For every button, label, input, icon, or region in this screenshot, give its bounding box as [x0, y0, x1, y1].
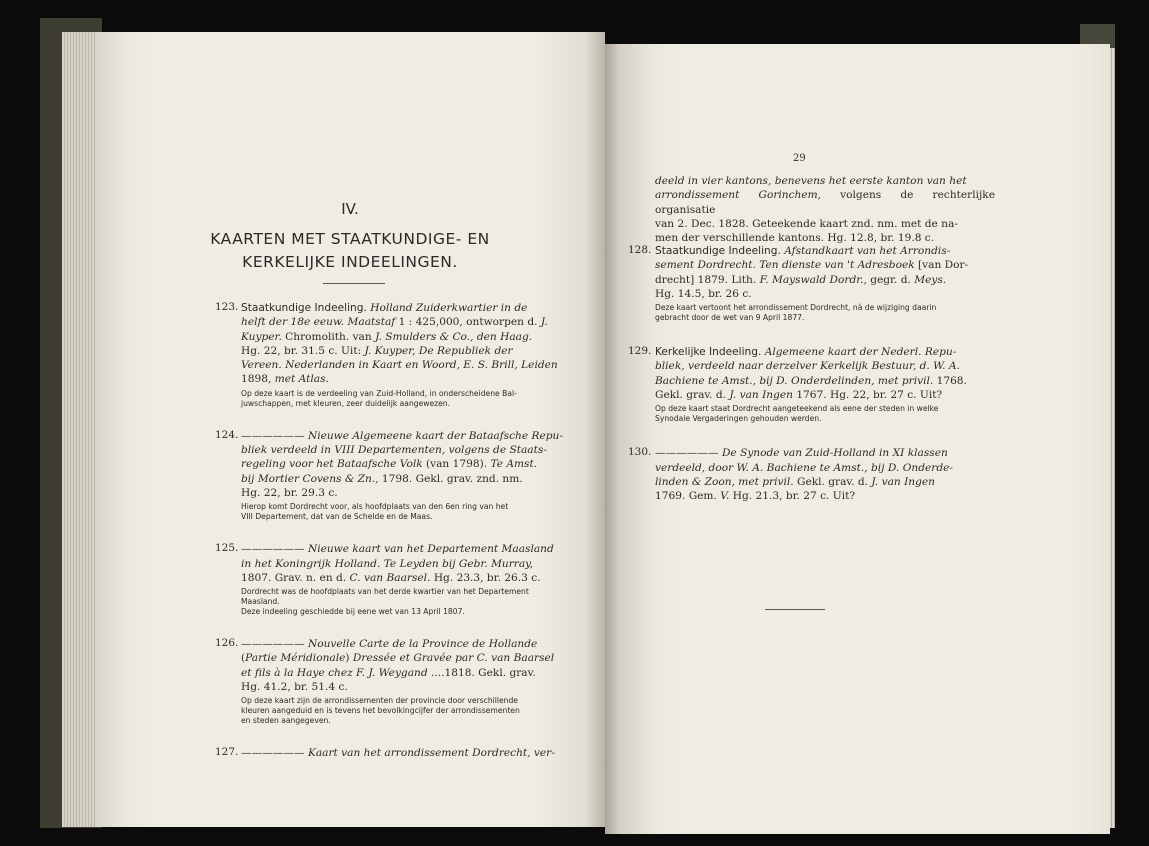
note-line: Dordrecht was de hoofdplaats van het derde kwartier van het Departement [241, 587, 529, 597]
continuation-line: men der verschillende kantons. Hg. 12.8, br. 19.8 c. [655, 232, 935, 245]
entry-line: Staatkundige Indeeling. Afstandkaart van het Arrondis- [655, 245, 951, 257]
entry-line: Gekl. grav. d. J. van Ingen 1767. Hg. 22, br. 27 c. Uit? [655, 389, 943, 402]
entry-line: Hg. 22, br. 31.5 c. Uit: J. Kuyper, De Republiek der [241, 344, 513, 357]
entry-text [241, 429, 577, 500]
section-number: IV. [341, 200, 359, 218]
continuation-line: arrondissement Gorinchem, volgens de rechterlijke organisatie [655, 189, 995, 216]
continuation-line: van 2. Dec. 1828. Geteekende kaart znd. nm. met de na- [655, 217, 958, 230]
entry-line: Hg. 14.5, br. 26 c. [655, 287, 752, 300]
entry-number: 127. [215, 746, 239, 759]
entry-number: 128. [628, 244, 652, 256]
note-line: en steden aangegeven. [241, 716, 331, 726]
entry-number: 123. [215, 301, 239, 313]
right-page [605, 44, 1110, 834]
entry-text [655, 446, 995, 503]
entry-number: 130. [628, 446, 652, 459]
entry-line: regeling voor het Bataafsche Volk (van 1798). Te Amst. [241, 458, 538, 471]
note-line: kleuren aangeduid en is tevens het bevolkingcijfer der arrondissementen [241, 706, 520, 716]
continuation-line: deeld in vier kantons, benevens het eerste kanton van het [655, 175, 967, 187]
entry-note [655, 303, 995, 323]
entry-line: et fils à la Haye chez F. J. Weygand ....1818. Gekl. grav. [241, 666, 536, 679]
entry-line: drecht] 1879. Lith. F. Mayswald Dordr., gegr. d. Meys. [655, 273, 947, 286]
entry-text [241, 637, 577, 694]
entry-line: Vereen. Nederlanden in Kaart en Woord, E. S. Brill, Leiden [241, 359, 558, 372]
entry-note [241, 696, 577, 726]
entry-note [655, 404, 995, 424]
entry-number: 129. [628, 345, 652, 358]
entry-number: 125. [215, 542, 239, 555]
entry-line: 1898, met Atlas. [241, 373, 329, 386]
note-line: gebracht door de wet van 9 April 1877. [655, 313, 805, 323]
entry-line: Hg. 41.2, br. 51.4 c. [241, 681, 348, 694]
entry-line: helft der 18e eeuw. Maatstaf 1 : 425,000, ontworpen d. J. [241, 316, 548, 329]
entry-note [241, 502, 577, 522]
entry-line: Hg. 22, br. 29.3 c. [241, 486, 338, 499]
entry-line: in het Koningrijk Holland. Te Leyden bij Gebr. Murray, [241, 557, 534, 570]
entry-line: —————— De Synode van Zuid-Holland in XI klassen [655, 447, 948, 460]
note-line: VIII Departement, dat van de Schelde en de Maas. [241, 512, 433, 522]
entry-line: —————— Nieuwe Algemeene kaart der Bataafsche Repu- [241, 429, 563, 442]
entry-line: bliek, verdeeld naar derzelver Kerkelijk Bestuur, d. W. A. [655, 360, 960, 373]
entry-text [241, 746, 577, 760]
note-line: Deze indeeling geschiedde bij eene wet van 13 April 1807. [241, 607, 465, 617]
section-title-line-2: KERKELIJKE INDEELINGEN. [242, 253, 458, 271]
entry-line: Kerkelijke Indeeling. Algemeene kaart der Nederl. Repu- [655, 346, 957, 359]
page-number: 29 [793, 153, 806, 164]
note-line: Deze kaart vertoont het arrondissement Dordrecht, nà de wijziging daarin [655, 303, 937, 313]
entry-line: Staatkundige Indeeling. Holland Zuiderkwartier in de [241, 302, 528, 314]
entry-line: bliek verdeeld in VIII Departementen, volgens de Staats- [241, 444, 547, 457]
entry-line: —————— Nouvelle Carte de la Province de Hollande [241, 638, 538, 651]
left-page [95, 32, 605, 827]
entry-line: 1769. Gem. V. Hg. 21.3, br. 27 c. Uit? [655, 490, 856, 503]
entry-line: 1807. Grav. n. en d. C. van Baarsel. Hg. 23.3, br. 26.3 c. [241, 571, 541, 584]
continuation-text [655, 174, 995, 245]
title-divider [323, 283, 385, 284]
note-line: Hierop komt Dordrecht voor, als hoofdplaats van den 6en ring van het [241, 502, 509, 512]
open-book [40, 18, 1115, 828]
entry-line: —————— Nieuwe kaart van het Departement Maasland [241, 543, 554, 556]
end-divider [765, 609, 825, 610]
note-line: juwschappen, met kleuren, zeer duidelijk aangewezen. [241, 398, 451, 408]
entry-line: Bachiene te Amst., bij D. Onderdelinden, met privil. 1768. [655, 374, 967, 387]
entry-note [241, 587, 577, 617]
section-title-line-1: KAARTEN MET STAATKUNDIGE- EN [210, 230, 490, 248]
entry-line: —————— Kaart van het arrondissement Dordrecht, ver- [241, 747, 555, 760]
entry-text [655, 345, 995, 402]
note-line: Maasland. [241, 597, 280, 607]
note-line: Op deze kaart staat Dordrecht aangeteekend als eene der steden in welke [655, 404, 939, 414]
entry-line: (Partie Méridionale) Dressée et Gravée par C. van Baarsel [241, 652, 555, 665]
entry-note [241, 389, 577, 409]
entry-text [655, 244, 995, 301]
note-line: Synodale Vergaderingen gehouden werden. [655, 414, 822, 424]
entry-text [241, 301, 577, 387]
entry-number: 124. [215, 428, 239, 441]
entry-line: linden & Zoon, met privil. Gekl. grav. d. J. van Ingen [655, 475, 935, 488]
entry-line: verdeeld, door W. A. Bachiene te Amst., bij D. Onderde- [655, 461, 953, 474]
entry-text [241, 542, 577, 585]
entry-line: bij Mortier Covens & Zn., 1798. Gekl. grav. znd. nm. [241, 472, 523, 485]
note-line: Op deze kaart is de verdeeling van Zuid-Holland, in onderscheidene Bal- [241, 388, 517, 398]
entry-line: sement Dordrecht. Ten dienste van 't Adresboek [van Dor- [655, 259, 969, 272]
entry-line: Kuyper. Chromolith. van J. Smulders & Co., den Haag. [241, 330, 533, 343]
entry-number: 126. [215, 637, 239, 650]
note-line: Op deze kaart zijn de arrondissementen der provincie door verschillende [241, 696, 518, 706]
page-edges-left [62, 32, 98, 827]
